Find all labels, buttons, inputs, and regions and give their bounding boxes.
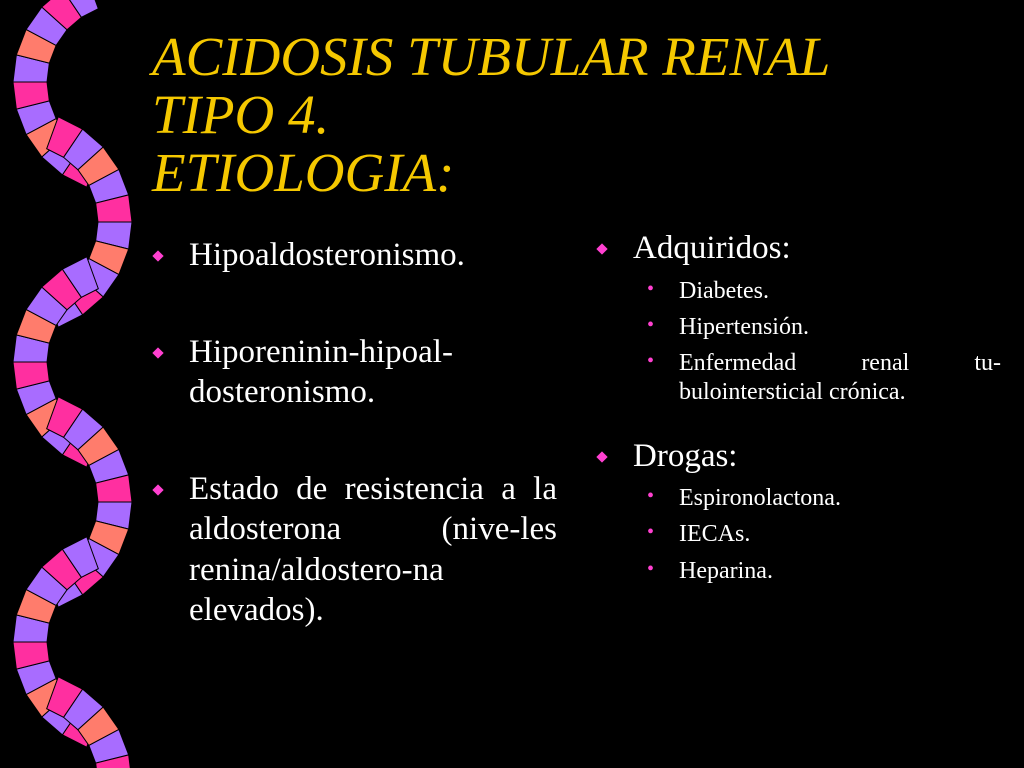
sub-item-text: Espironolactona. bbox=[679, 485, 841, 512]
sub-item-text: Hipertensión. bbox=[679, 313, 809, 340]
title-line-3: ETIOLOGIA: bbox=[152, 141, 455, 203]
sub-list bbox=[633, 277, 1001, 408]
sub-item bbox=[633, 313, 1001, 342]
title-line-2: TIPO 4. bbox=[152, 83, 330, 145]
group-drogas bbox=[596, 436, 1001, 586]
sub-item bbox=[633, 484, 1001, 513]
title-line-1: ACIDOSIS TUBULAR RENAL bbox=[152, 26, 831, 87]
diamond-bullet-icon bbox=[152, 250, 163, 261]
decorative-ribbon bbox=[0, 0, 140, 768]
dot-bullet-icon: • bbox=[647, 313, 655, 336]
slide-title bbox=[152, 28, 972, 201]
right-column bbox=[596, 228, 1001, 593]
dot-bullet-icon: • bbox=[647, 557, 655, 580]
list-item bbox=[152, 235, 557, 276]
diamond-bullet-icon bbox=[596, 451, 607, 462]
group-label: Drogas: bbox=[633, 437, 738, 474]
sub-item bbox=[633, 349, 1001, 408]
diamond-bullet-icon bbox=[152, 484, 163, 495]
dot-bullet-icon: • bbox=[647, 521, 655, 544]
item-text: Estado de resistencia a la aldosterona (nive-les renina/aldostero-na elevados). bbox=[189, 470, 557, 629]
item-text: Hiporeninin-hipoal-dosteronismo. bbox=[189, 333, 453, 411]
group-label: Adquiridos: bbox=[633, 230, 791, 266]
dot-bullet-icon: • bbox=[647, 277, 655, 300]
group-adquiridos bbox=[596, 228, 1001, 408]
diamond-bullet-icon bbox=[596, 243, 607, 254]
list-item bbox=[152, 332, 557, 413]
sub-item bbox=[633, 277, 1001, 306]
item-text: Hipoaldosteronismo. bbox=[189, 237, 465, 273]
list-item bbox=[152, 469, 557, 631]
diamond-bullet-icon bbox=[152, 347, 163, 358]
sub-item bbox=[633, 557, 1001, 586]
sub-item-text: Heparina. bbox=[679, 557, 773, 584]
sub-item bbox=[633, 520, 1001, 549]
left-column bbox=[152, 235, 557, 631]
sub-list bbox=[633, 484, 1001, 586]
sub-item-text: Diabetes. bbox=[679, 277, 769, 304]
sub-item-text: IECAs. bbox=[679, 521, 751, 548]
sub-item-text: Enfermedad renal tu-bulointersticial crónica. bbox=[679, 350, 1001, 406]
dot-bullet-icon: • bbox=[647, 350, 655, 373]
dot-bullet-icon: • bbox=[647, 485, 655, 508]
